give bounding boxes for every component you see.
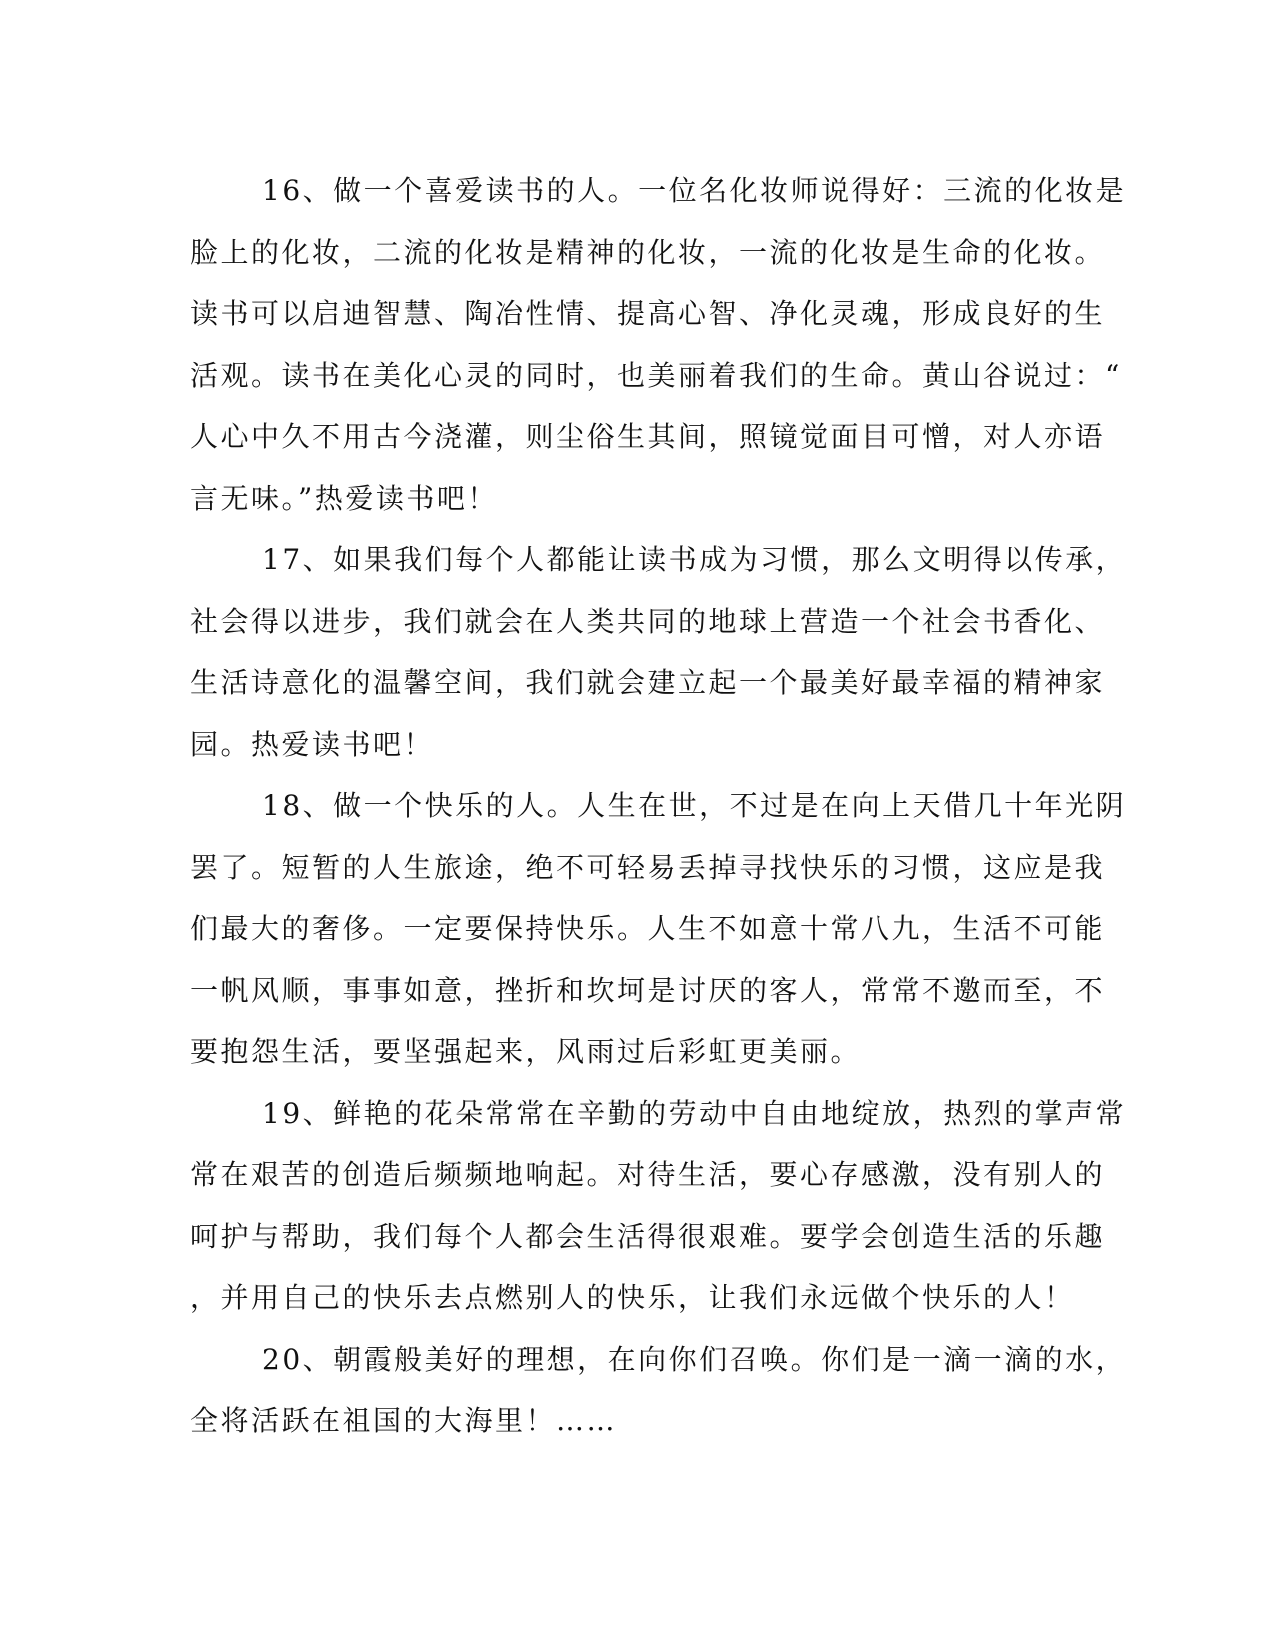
- paragraph-18-line-1: 18、做一个快乐的人。人生在世，不过是在向上天借几十年光阴: [262, 789, 1127, 822]
- paragraph-16-line-5: 人心中久不用古今浇灌，则尘俗生其间，照镜觉面目可憎，对人亦语: [190, 420, 1106, 453]
- paragraph-17-line-2: 社会得以进步，我们就会在人类共同的地球上营造一个社会书香化、: [190, 604, 1106, 638]
- paragraph-16-line-2: 脸上的化妆，二流的化妆是精神的化妆，一流的化妆是生命的化妆。: [190, 235, 1106, 269]
- paragraph-19-line-4: ，并用自己的快乐去点燃别人的快乐，让我们永远做个快乐的人！: [190, 1281, 1075, 1314]
- paragraph-18-line-2: 罢了。短暂的人生旅途，绝不可轻易丢掉寻找快乐的习惯，这应是我: [190, 850, 1106, 884]
- paragraph-20-line-1: 20、朝霞般美好的理想，在向你们召唤。你们是一滴一滴的水，: [262, 1342, 1127, 1376]
- paragraph-20-line-2: 全将活跃在祖国的大海里！……: [190, 1404, 618, 1437]
- paragraph-19-line-3: 呵护与帮助，我们每个人都会生活得很艰难。要学会创造生活的乐趣: [190, 1219, 1106, 1253]
- paragraph-16-line-1: 16、做一个喜爱读书的人。一位名化妆师说得好：三流的化妆是: [262, 174, 1127, 207]
- paragraph-19-line-2: 常在艰苦的创造后频频地响起。对待生活，要心存感激，没有别人的: [190, 1158, 1106, 1191]
- paragraph-16-line-3: 读书可以启迪智慧、陶冶性情、提高心智、净化灵魂，形成良好的生: [190, 297, 1106, 330]
- paragraph-19-line-1: 19、鲜艳的花朵常常在辛勤的劳动中自由地绽放，热烈的掌声常: [262, 1096, 1127, 1130]
- paragraph-18-line-3: 们最大的奢侈。一定要保持快乐。人生不如意十常八九，生活不可能: [190, 912, 1106, 945]
- paragraph-16-line-4: 活观。读书在美化心灵的同时，也美丽着我们的生命。黄山谷说过：“: [190, 358, 1122, 392]
- paragraph-16-line-6: 言无味。”热爱读书吧！: [190, 481, 498, 515]
- paragraph-18-line-4: 一帆风顺，事事如意，挫折和坎坷是讨厌的客人，常常不邀而至，不: [190, 973, 1106, 1007]
- paragraph-18-line-5: 要抱怨生活，要坚强起来，风雨过后彩虹更美丽。: [190, 1035, 862, 1068]
- paragraph-17-line-1: 17、如果我们每个人都能让读书成为习惯，那么文明得以传承，: [262, 543, 1127, 576]
- paragraph-17-line-3: 生活诗意化的温馨空间，我们就会建立起一个最美好最幸福的精神家: [190, 666, 1106, 699]
- document-body: [190, 160, 1127, 1452]
- paragraph-17-line-4: 园。热爱读书吧！: [190, 727, 435, 761]
